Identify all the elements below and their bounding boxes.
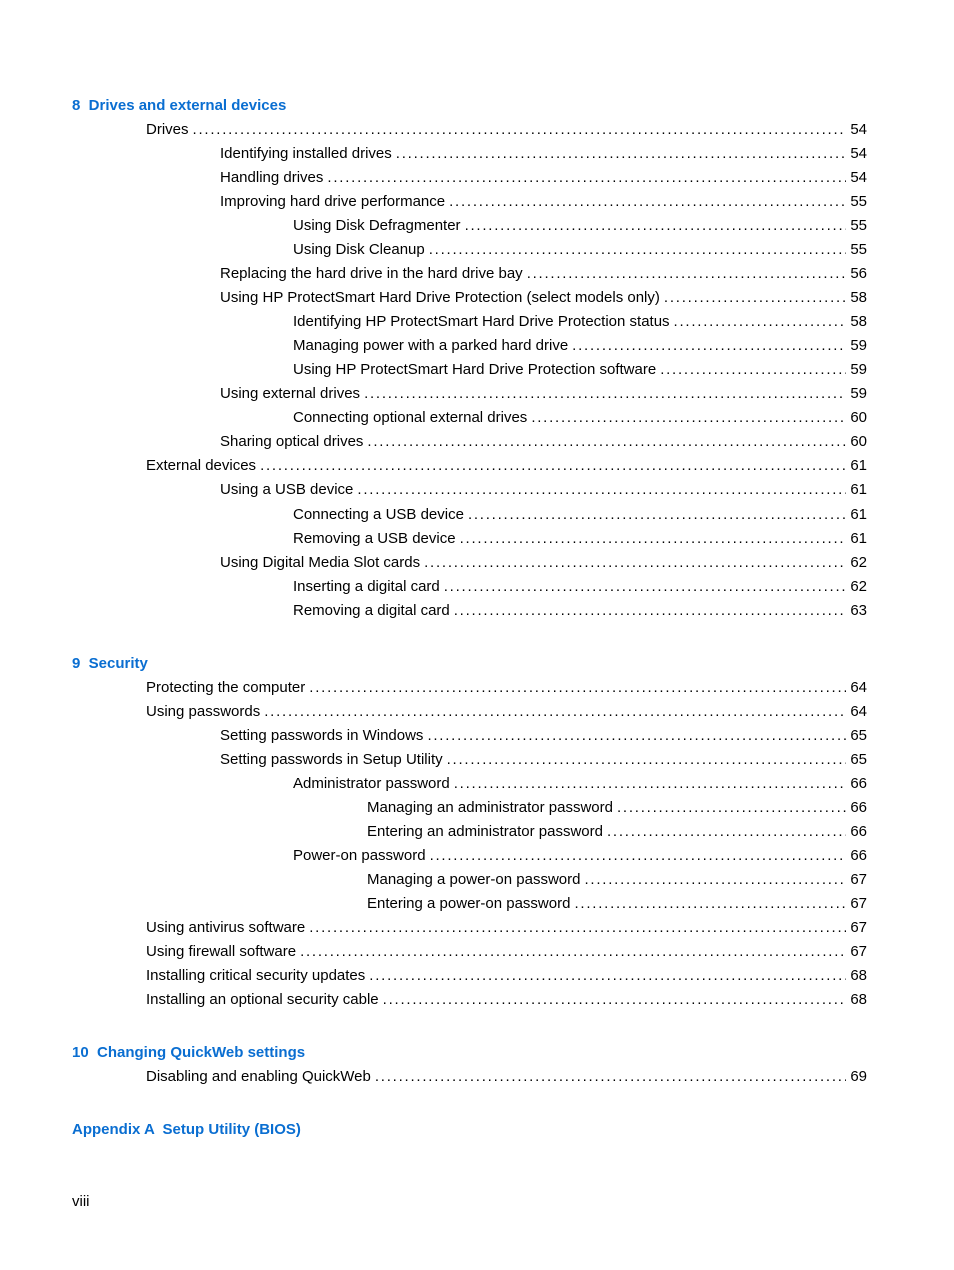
dot-leader (454, 601, 847, 621)
dot-leader (367, 432, 846, 452)
dot-leader (444, 577, 847, 597)
toc-entry[interactable] (293, 408, 867, 428)
toc-entry-title: Improving hard drive performance (220, 193, 446, 210)
toc-entry-title: Managing power with a parked hard drive (293, 337, 569, 354)
toc-entry-title: Power-on password (293, 847, 426, 864)
dot-leader (674, 312, 847, 332)
toc-entry[interactable] (293, 505, 867, 525)
dot-leader (264, 702, 846, 722)
toc-entry-title: External devices (146, 457, 257, 474)
toc-entry-title: Using external drives (220, 385, 361, 402)
toc-entry-page: 68 (850, 991, 867, 1008)
toc-entry[interactable] (220, 553, 867, 573)
chapter-heading-8[interactable]: 8 Drives and external devices (72, 97, 287, 114)
toc-entry-page: 56 (850, 265, 867, 282)
toc-entry-title: Removing a digital card (293, 602, 450, 619)
dot-leader (572, 336, 846, 356)
toc-entry[interactable] (220, 168, 867, 188)
toc-entry-page: 55 (850, 241, 867, 258)
toc-entry-page: 67 (850, 895, 867, 912)
toc-entry-title: Identifying installed drives (220, 145, 392, 162)
toc-entry[interactable] (146, 678, 867, 698)
toc-entry[interactable] (220, 480, 867, 500)
toc-entry-page: 61 (850, 530, 867, 547)
toc-entry-title: Installing critical security updates (146, 967, 366, 984)
dot-leader (375, 1067, 846, 1087)
toc-entry-page: 59 (850, 337, 867, 354)
toc-entry-title: Using Disk Defragmenter (293, 217, 461, 234)
dot-leader (527, 264, 847, 284)
toc-entry-page: 67 (850, 919, 867, 936)
toc-entry[interactable] (220, 726, 867, 746)
toc-entry-title: Using Digital Media Slot cards (220, 554, 421, 571)
toc-entry[interactable] (293, 846, 867, 866)
toc-entry-page: 66 (850, 823, 867, 840)
toc-entry-title: Removing a USB device (293, 530, 456, 547)
toc-entry-page: 59 (850, 385, 867, 402)
dot-leader (660, 360, 846, 380)
toc-entry-title: Entering an administrator password (367, 823, 603, 840)
toc-entry-title: Identifying HP ProtectSmart Hard Drive Protection status (293, 313, 670, 330)
toc-entry-page: 62 (850, 554, 867, 571)
toc-entry-page: 65 (850, 727, 867, 744)
toc-entry-page: 66 (850, 799, 867, 816)
toc-entry-page: 58 (850, 313, 867, 330)
toc-entry-page: 68 (850, 967, 867, 984)
toc-entry-page: 55 (850, 193, 867, 210)
toc-entry-title: Sharing optical drives (220, 433, 364, 450)
toc-entry-page: 55 (850, 217, 867, 234)
dot-leader (193, 120, 847, 140)
toc-entry[interactable] (293, 577, 867, 597)
dot-leader (429, 240, 847, 260)
toc-entry-title: Using HP ProtectSmart Hard Drive Protection software (293, 361, 657, 378)
dot-leader (300, 942, 846, 962)
toc-entry[interactable] (367, 870, 867, 890)
dot-leader (584, 870, 846, 890)
toc-entry[interactable] (293, 774, 867, 794)
toc-entry[interactable] (146, 1067, 867, 1087)
toc-entry-page: 54 (850, 169, 867, 186)
toc-entry[interactable] (293, 216, 867, 236)
toc-entry-page: 67 (850, 943, 867, 960)
dot-leader (468, 505, 846, 525)
dot-leader (664, 288, 846, 308)
dot-leader (369, 966, 846, 986)
toc-entry-page: 67 (850, 871, 867, 888)
toc-entry[interactable] (220, 384, 867, 404)
chapter-heading-9[interactable]: 9 Security (72, 655, 148, 672)
dot-leader (364, 384, 846, 404)
dot-leader (424, 553, 846, 573)
toc-entry-page: 64 (850, 679, 867, 696)
toc-entry-title: Entering a power-on password (367, 895, 571, 912)
toc-entry-title: Disabling and enabling QuickWeb (146, 1068, 371, 1085)
chapter-heading-10[interactable]: 10 Changing QuickWeb settings (72, 1044, 306, 1061)
dot-leader (327, 168, 846, 188)
toc-entry-title: Installing an optional security cable (146, 991, 379, 1008)
toc-entry[interactable] (220, 432, 867, 452)
toc-entry[interactable] (220, 144, 867, 164)
dot-leader (357, 480, 846, 500)
toc-entry-page: 61 (850, 506, 867, 523)
toc-entry-page: 69 (850, 1068, 867, 1085)
toc-entry-title: Using passwords (146, 703, 261, 720)
toc-entry-title: Administrator password (293, 775, 450, 792)
toc-entry[interactable] (293, 312, 867, 332)
toc-entry-title: Managing a power-on password (367, 871, 581, 888)
toc-entry[interactable] (220, 264, 867, 284)
appendix-heading-a[interactable]: Appendix A Setup Utility (BIOS) (72, 1121, 301, 1138)
toc-entry[interactable] (293, 360, 867, 380)
toc-entry-title: Handling drives (220, 169, 324, 186)
dot-leader (454, 774, 847, 794)
dot-leader (309, 678, 846, 698)
toc-entry[interactable] (146, 456, 867, 476)
toc-entry-title: Using antivirus software (146, 919, 306, 936)
toc-entry[interactable] (146, 120, 867, 140)
toc-entry[interactable] (367, 798, 867, 818)
toc-entry[interactable] (220, 288, 867, 308)
toc-entry[interactable] (220, 192, 867, 212)
toc-entry[interactable] (220, 750, 867, 770)
toc-entry[interactable] (146, 990, 867, 1010)
dot-leader (309, 918, 846, 938)
toc-entry-page: 66 (850, 847, 867, 864)
dot-leader (531, 408, 846, 428)
dot-leader (430, 846, 847, 866)
dot-leader (396, 144, 847, 164)
toc-entry-page: 62 (850, 578, 867, 595)
toc-entry-title: Replacing the hard drive in the hard drive bay (220, 265, 523, 282)
toc-entry-page: 65 (850, 751, 867, 768)
dot-leader (427, 726, 846, 746)
toc-entry[interactable] (146, 918, 867, 938)
toc-entry[interactable] (293, 529, 867, 549)
dot-leader (260, 456, 846, 476)
dot-leader (574, 894, 846, 914)
toc-entry[interactable] (367, 822, 867, 842)
toc-entry[interactable] (293, 240, 867, 260)
toc-entry-page: 63 (850, 602, 867, 619)
toc-entry-title: Using Disk Cleanup (293, 241, 425, 258)
toc-entry[interactable] (293, 336, 867, 356)
toc-entry[interactable] (367, 894, 867, 914)
dot-leader (447, 750, 847, 770)
toc-entry-title: Managing an administrator password (367, 799, 613, 816)
toc-entry-title: Using a USB device (220, 481, 354, 498)
toc-entry-title: Drives (146, 121, 189, 138)
toc-entry-page: 61 (850, 457, 867, 474)
toc-entry-title: Setting passwords in Windows (220, 727, 424, 744)
toc-entry-title: Protecting the computer (146, 679, 306, 696)
toc-entry-page: 61 (850, 481, 867, 498)
toc-entry-page: 60 (850, 433, 867, 450)
toc-entry-title: Connecting a USB device (293, 506, 464, 523)
toc-entry-page: 54 (850, 121, 867, 138)
toc-entry-title: Using firewall software (146, 943, 297, 960)
toc-entry-title: Setting passwords in Setup Utility (220, 751, 443, 768)
toc-entry[interactable] (146, 942, 867, 962)
dot-leader (465, 216, 847, 236)
toc-entry-page: 60 (850, 409, 867, 426)
dot-leader (383, 990, 847, 1010)
toc-entry[interactable] (146, 966, 867, 986)
dot-leader (460, 529, 847, 549)
toc-entry-title: Connecting optional external drives (293, 409, 528, 426)
toc-entry-page: 59 (850, 361, 867, 378)
toc-entry-page: 64 (850, 703, 867, 720)
toc-entry-page: 54 (850, 145, 867, 162)
toc-entry[interactable] (146, 702, 867, 722)
toc-entry-title: Inserting a digital card (293, 578, 440, 595)
toc-entry-page: 58 (850, 289, 867, 306)
dot-leader (607, 822, 846, 842)
toc-entry-title: Using HP ProtectSmart Hard Drive Protection (select models only) (220, 289, 660, 306)
dot-leader (617, 798, 846, 818)
dot-leader (449, 192, 846, 212)
page-number: viii (72, 1193, 90, 1210)
toc-entry-page: 66 (850, 775, 867, 792)
toc-entry[interactable] (293, 601, 867, 621)
